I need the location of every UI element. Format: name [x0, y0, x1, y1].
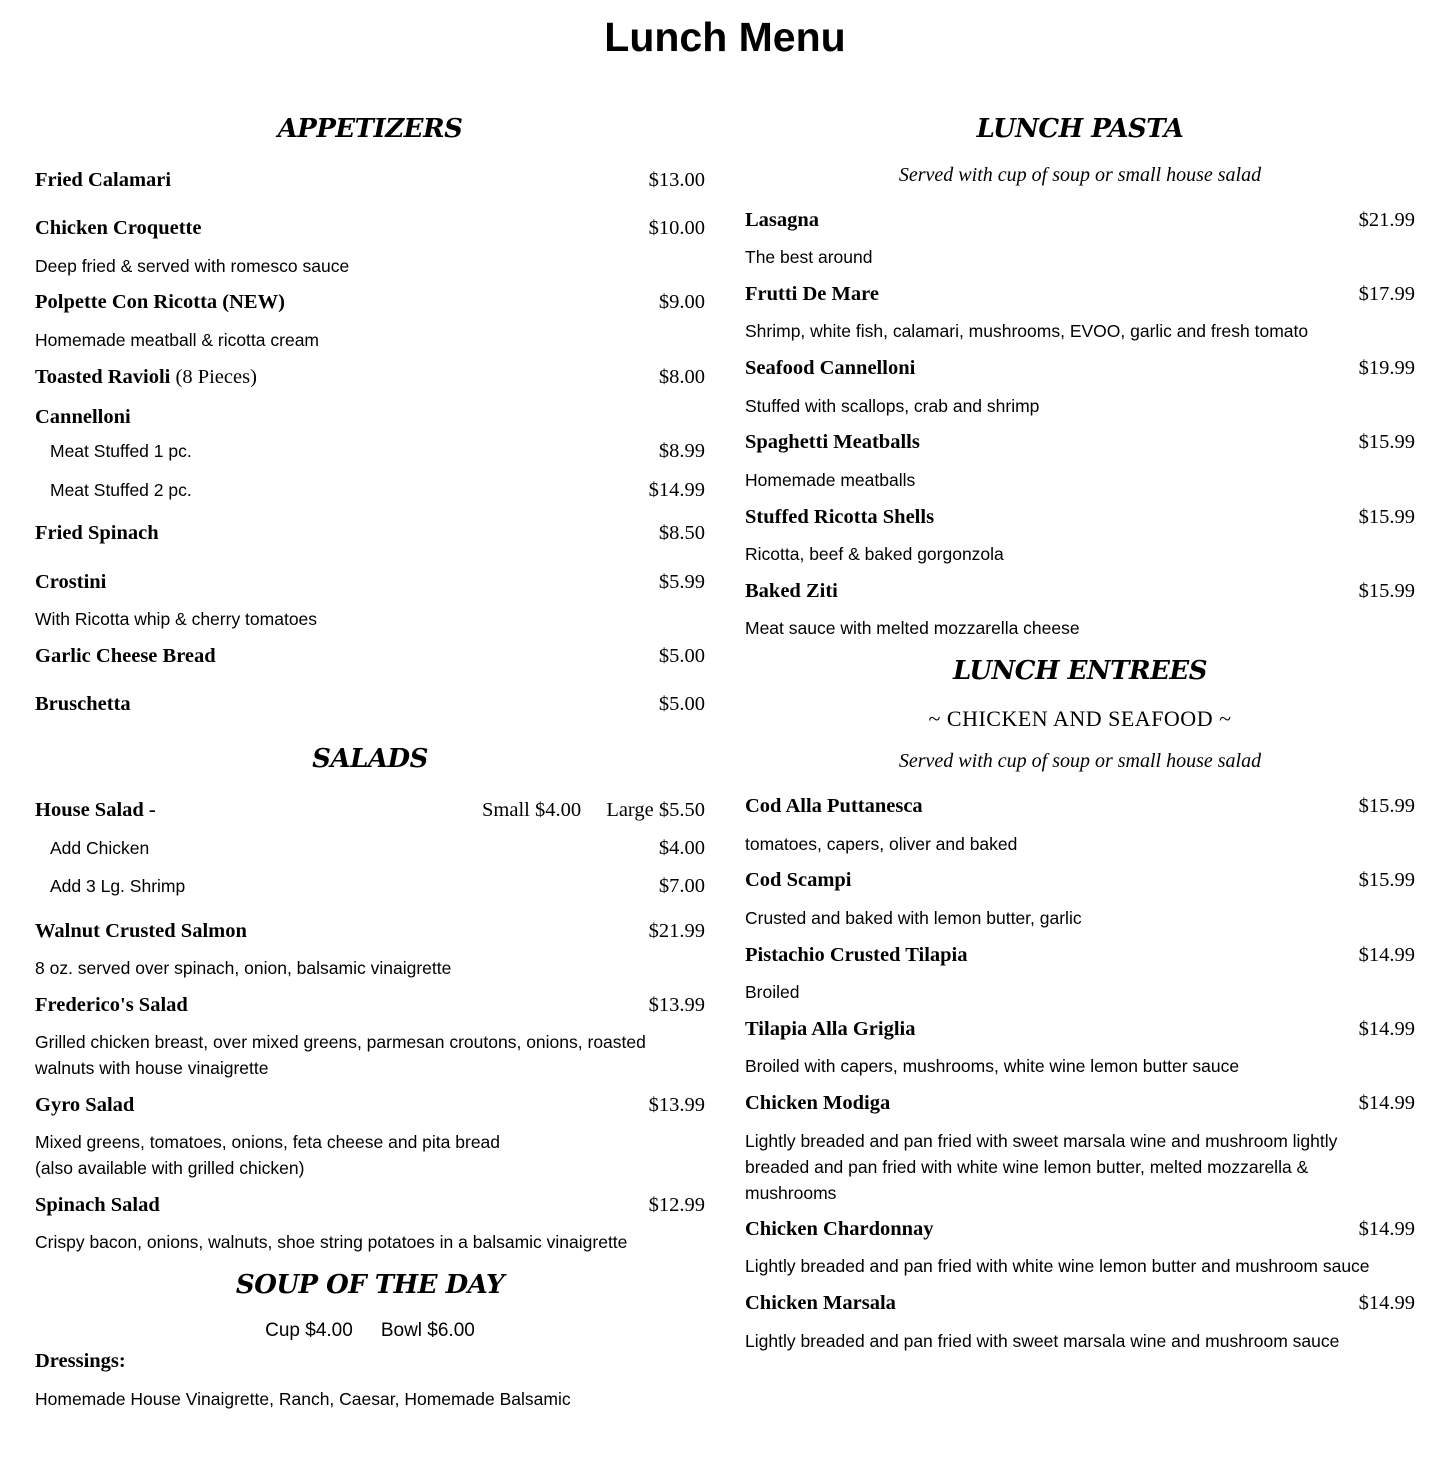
menu-item — [745, 578, 1415, 604]
item-extra: (8 Pieces) — [175, 366, 257, 388]
item-price: $13.99 — [648, 1094, 705, 1116]
appetizers-heading: APPETIZERS — [277, 114, 463, 144]
item-name: Walnut Crusted Salmon — [35, 920, 247, 942]
menu-item — [35, 918, 705, 944]
item-description: With Ricotta whip & cherry tomatoes — [35, 609, 318, 629]
addon-label: Add Chicken — [50, 838, 150, 858]
menu-item — [745, 1090, 1415, 1116]
menu-item — [745, 207, 1415, 233]
soup-prices — [35, 1320, 705, 1342]
item-name: Baked Ziti — [745, 580, 838, 602]
description-line: Mixed greens, tomatoes, onions, feta cheese and pita bread — [35, 1132, 501, 1152]
item-description — [745, 1128, 1415, 1206]
item-name: Chicken Modiga — [745, 1092, 891, 1114]
entrees-note: Served with cup of soup or small house salad — [898, 750, 1262, 772]
item-description: Shrimp, white fish, calamari, mushrooms, EVOO, garlic and fresh tomato — [745, 321, 1309, 341]
page-title: Lunch Menu — [604, 14, 846, 60]
item-price: $13.00 — [648, 169, 705, 191]
description-line: (also available with grilled chicken) — [35, 1158, 305, 1178]
menu-item — [35, 215, 705, 241]
item-price: $14.99 — [1358, 944, 1415, 966]
salad-addon — [50, 836, 705, 860]
menu-item — [745, 942, 1415, 968]
item-description: Broiled with capers, mushrooms, white wine lemon butter sauce — [745, 1056, 1240, 1076]
item-name: Chicken Marsala — [745, 1292, 896, 1314]
menu-item — [35, 569, 705, 595]
menu-item — [35, 1192, 705, 1218]
menu-item — [745, 504, 1415, 530]
menu-item — [35, 167, 705, 193]
item-name: Frutti De Mare — [745, 283, 879, 305]
menu-item — [35, 364, 705, 390]
item-price: $14.99 — [1358, 1018, 1415, 1040]
item-price: $5.00 — [658, 693, 705, 715]
item-name: Polpette Con Ricotta (NEW) — [35, 291, 285, 313]
menu-item — [745, 1290, 1415, 1316]
option-price: $8.99 — [658, 440, 705, 462]
menu-item — [745, 1016, 1415, 1042]
item-name: Chicken Croquette — [35, 217, 202, 239]
option-label: Meat Stuffed 1 pc. — [50, 441, 192, 461]
item-name: Cod Alla Puttanesca — [745, 795, 923, 817]
option-label: Meat Stuffed 2 pc. — [50, 480, 192, 500]
pasta-heading: LUNCH PASTA — [976, 114, 1184, 144]
item-name: Crostini — [35, 571, 107, 593]
item-price: $14.99 — [1358, 1092, 1415, 1114]
item-description: The best around — [745, 247, 873, 267]
item-name: Stuffed Ricotta Shells — [745, 506, 935, 528]
item-description: Crispy bacon, onions, walnuts, shoe string potatoes in a balsamic vinaigrette — [35, 1232, 628, 1252]
item-description: Lightly breaded and pan fried with sweet marsala wine and mushroom sauce — [745, 1331, 1340, 1351]
item-description: Deep fried & served with romesco sauce — [35, 256, 350, 276]
item-description: Homemade meatballs — [745, 470, 916, 490]
item-price: $14.99 — [1358, 1218, 1415, 1240]
item-name: Seafood Cannelloni — [745, 357, 916, 379]
item-name: Spaghetti Meatballs — [745, 431, 920, 453]
description-line: Grilled chicken breast, over mixed greens, parmesan croutons, onions, roasted — [35, 1032, 646, 1052]
item-description: 8 oz. served over spinach, onion, balsamic vinaigrette — [35, 958, 452, 978]
item-price: $21.99 — [648, 920, 705, 942]
menu-item — [35, 992, 705, 1018]
soup-heading: SOUP OF THE DAY — [235, 1270, 505, 1300]
item-price: $13.99 — [648, 994, 705, 1016]
menu-item — [745, 281, 1415, 307]
item-price: $8.50 — [658, 522, 705, 544]
menu-item — [35, 289, 705, 315]
item-option — [50, 439, 705, 463]
item-name: Frederico's Salad — [35, 994, 188, 1016]
description-line: breaded and pan fried with white wine lemon butter, melted mozzarella & — [745, 1157, 1309, 1177]
description-line: mushrooms — [745, 1183, 837, 1203]
item-name: House Salad - — [35, 799, 156, 821]
addon-price: $7.00 — [658, 875, 705, 897]
dressings-label — [35, 1348, 705, 1374]
menu-item — [745, 793, 1415, 819]
item-name: Bruschetta — [35, 693, 131, 715]
item-description: Ricotta, beef & baked gorgonzola — [745, 544, 1004, 564]
cup-price: Cup $4.00 — [265, 1320, 353, 1341]
item-name: Garlic Cheese Bread — [35, 645, 216, 667]
item-description: tomatoes, capers, oliver and baked — [745, 834, 1018, 854]
item-price: $15.99 — [1358, 431, 1415, 453]
salad-addon — [50, 874, 705, 898]
item-name: Tilapia Alla Griglia — [745, 1018, 916, 1040]
description-line: Lightly breaded and pan fried with sweet marsala wine and mushroom lightly — [745, 1131, 1338, 1151]
menu-item — [35, 520, 705, 546]
item-name: Fried Calamari — [35, 169, 172, 191]
item-name: Spinach Salad — [35, 1194, 160, 1216]
item-price: $17.99 — [1358, 283, 1415, 305]
item-description: Lightly breaded and pan fried with white wine lemon butter and mushroom sauce — [745, 1256, 1370, 1276]
menu-item — [745, 355, 1415, 381]
item-name: Fried Spinach — [35, 522, 159, 544]
menu-item — [745, 867, 1415, 893]
house-salad — [35, 797, 705, 823]
entrees-subheading: ~ CHICKEN AND SEAFOOD ~ — [928, 706, 1232, 731]
item-price: $14.99 — [1358, 1292, 1415, 1314]
item-price: $8.00 — [658, 366, 705, 388]
entrees-heading: LUNCH ENTREES — [952, 656, 1208, 686]
menu-item — [745, 1216, 1415, 1242]
addon-price: $4.00 — [658, 837, 705, 859]
item-price: $5.00 — [658, 645, 705, 667]
menu-item — [35, 1092, 705, 1118]
item-price: $10.00 — [648, 217, 705, 239]
menu-item — [35, 691, 705, 717]
item-description — [35, 1129, 705, 1181]
item-price: $9.00 — [658, 291, 705, 313]
item-description: Broiled — [745, 982, 800, 1002]
bowl-price: Bowl $6.00 — [380, 1320, 475, 1341]
item-name: Cannelloni — [35, 406, 131, 428]
item-price: $15.99 — [1358, 795, 1415, 817]
item-price: $12.99 — [648, 1194, 705, 1216]
small-price: Small $4.00 — [482, 799, 582, 821]
item-option — [50, 478, 705, 502]
item-name: Chicken Chardonnay — [745, 1218, 934, 1240]
large-price: Large $5.50 — [606, 799, 705, 821]
item-price: $15.99 — [1358, 506, 1415, 528]
menu-item — [745, 429, 1415, 455]
menu-item — [35, 404, 705, 430]
item-name: Toasted Ravioli — [35, 366, 171, 388]
item-price: $15.99 — [1358, 869, 1415, 891]
dressings-title: Dressings: — [35, 1350, 126, 1372]
addon-label: Add 3 Lg. Shrimp — [50, 876, 186, 896]
item-description: Meat sauce with melted mozzarella cheese — [745, 618, 1080, 638]
menu-item — [35, 643, 705, 669]
pasta-note: Served with cup of soup or small house salad — [898, 164, 1262, 186]
item-description: Stuffed with scallops, crab and shrimp — [745, 396, 1040, 416]
item-price: $19.99 — [1358, 357, 1415, 379]
item-price: $21.99 — [1358, 209, 1415, 231]
salads-heading: SALADS — [312, 744, 428, 774]
item-name: Cod Scampi — [745, 869, 852, 891]
option-price: $14.99 — [648, 479, 705, 501]
item-description: Homemade meatball & ricotta cream — [35, 330, 319, 350]
item-name: Lasagna — [745, 209, 820, 231]
description-line: walnuts with house vinaigrette — [35, 1058, 269, 1078]
item-description — [35, 1029, 705, 1081]
item-description: Crusted and baked with lemon butter, garlic — [745, 908, 1082, 928]
item-price: $15.99 — [1358, 580, 1415, 602]
item-name: Pistachio Crusted Tilapia — [745, 944, 968, 966]
item-name: Gyro Salad — [35, 1094, 135, 1116]
dressings-list: Homemade House Vinaigrette, Ranch, Caesar, Homemade Balsamic — [35, 1389, 571, 1409]
item-price: $5.99 — [658, 571, 705, 593]
